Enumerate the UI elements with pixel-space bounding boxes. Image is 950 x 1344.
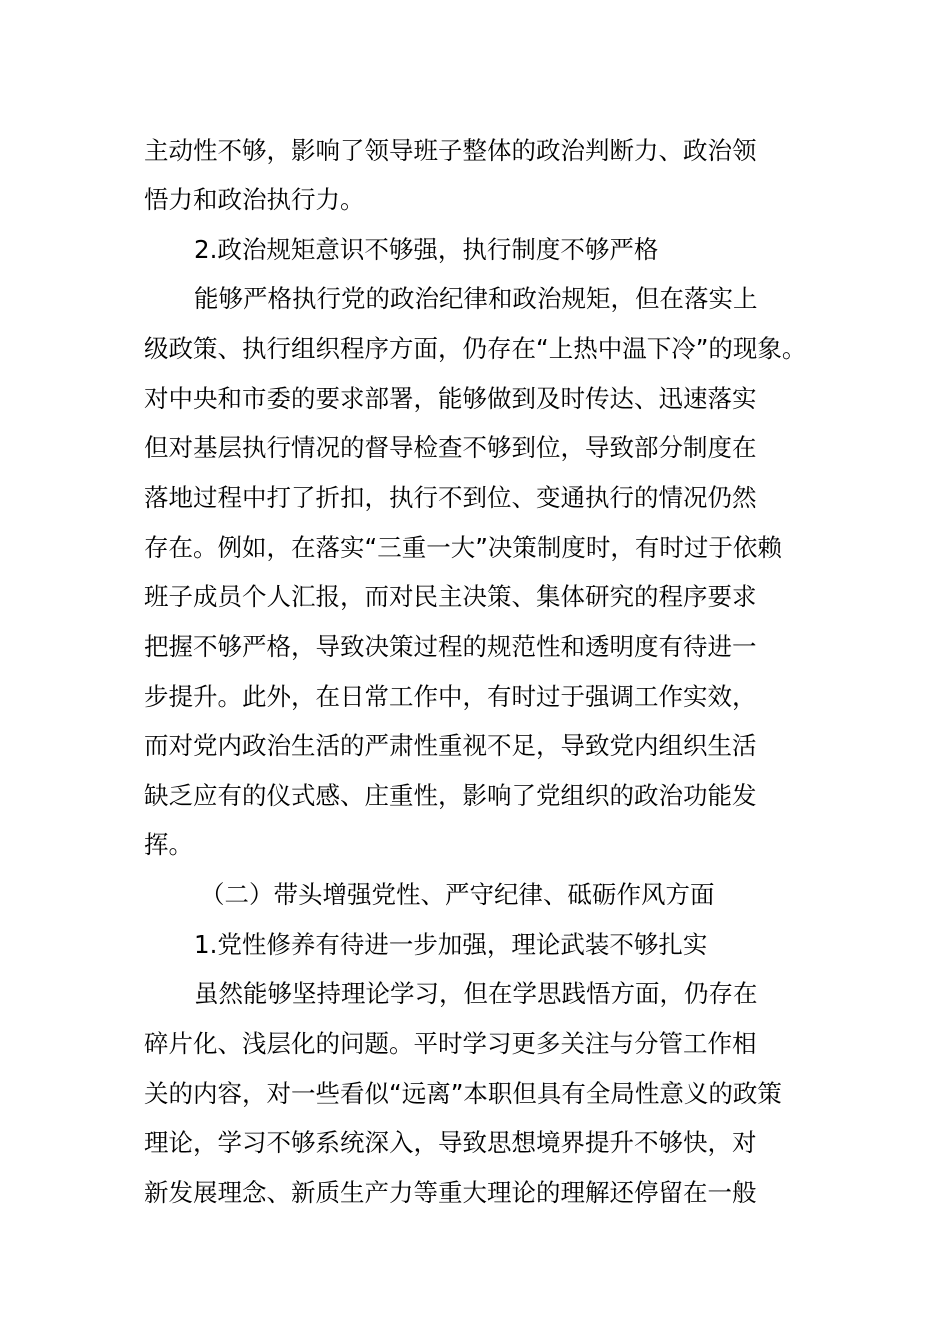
paragraph-line: 理论，学习不够系统深入，导致思想境界提升不够快，对 (144, 1128, 757, 1157)
paragraph-line: 班子成员个人汇报，而对民主决策、集体研究的程序要求 (144, 582, 757, 611)
section-heading-party-spirit: （二）带头增强党性、严守纪律、砥砺作风方面 (200, 880, 715, 909)
paragraph-line: 能够严格执行党的政治纪律和政治规矩，但在落实上 (194, 284, 758, 313)
paragraph-line: 但对基层执行情况的督导检查不够到位，导致部分制度在 (144, 433, 757, 462)
paragraph-line: 对中央和市委的要求部署，能够做到及时传达、迅速落实 (144, 384, 757, 413)
paragraph-line: 碎片化、浅层化的问题。平时学习更多关注与分管工作相 (144, 1029, 757, 1058)
paragraph-line: 主动性不够，影响了领导班子整体的政治判断力、政治领 (144, 136, 757, 165)
paragraph-line: 落地过程中打了折扣，执行不到位、变通执行的情况仍然 (144, 483, 757, 512)
paragraph-line: 缺乏应有的仪式感、庄重性，影响了党组织的政治功能发 (144, 781, 757, 810)
paragraph-line: 悟力和政治执行力。 (144, 185, 365, 214)
subheading-political-rules: 2.政治规矩意识不够强，执行制度不够严格 (194, 235, 659, 264)
paragraph-line: 关的内容，对一些看似“远离”本职但具有全局性意义的政策 (144, 1079, 782, 1108)
paragraph-line: 步提升。此外，在日常工作中，有时过于强调工作实效， (144, 682, 757, 711)
paragraph-line: 把握不够严格，导致决策过程的规范性和透明度有待进一 (144, 632, 757, 661)
paragraph-line: 而对党内政治生活的严肃性重视不足，导致党内组织生活 (144, 731, 757, 760)
paragraph-line: 挥。 (144, 830, 193, 859)
subheading-party-cultivation: 1.党性修养有待进一步加强，理论武装不够扎实 (194, 930, 708, 959)
paragraph-line: 存在。例如，在落实“三重一大”决策制度时，有时过于依赖 (144, 533, 782, 562)
paragraph-line: 虽然能够坚持理论学习，但在学思践悟方面，仍存在 (194, 979, 758, 1008)
paragraph-line: 级政策、执行组织程序方面，仍存在“上热中温下冷”的现象。 (144, 334, 807, 363)
paragraph-line: 新发展理念、新质生产力等重大理论的理解还停留在一般 (144, 1178, 757, 1207)
